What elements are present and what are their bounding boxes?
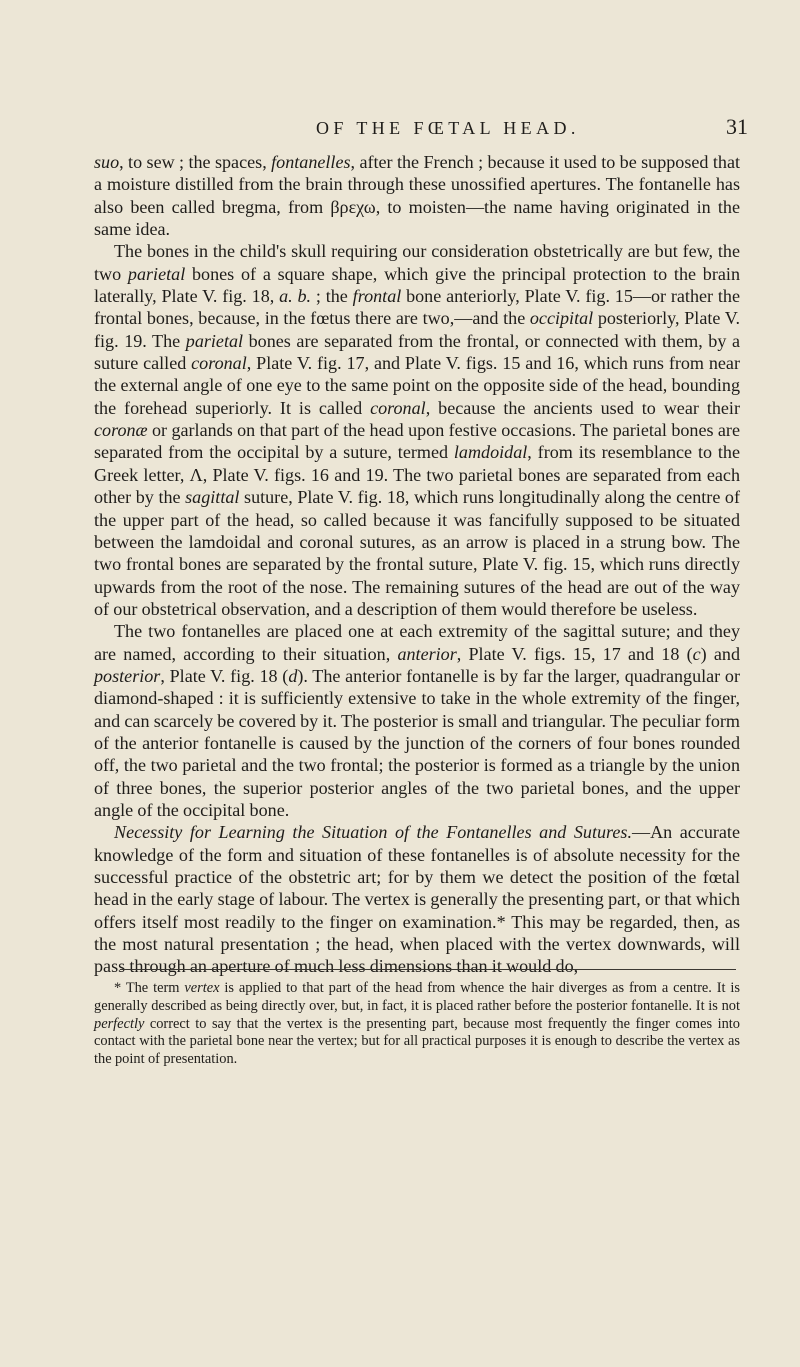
italic-text: fontanelles	[271, 152, 351, 172]
text-run: , after the French ; because it used to be supposed that a moisture distilled from the brain through these unossified apertures. The fontanelle has also been called bregma, from βρεχω, to moisten—the name having originated in the same idea.	[94, 152, 740, 240]
italic-text: occipital	[529, 308, 594, 329]
body-text	[94, 151, 740, 978]
footnote-divider	[120, 969, 736, 970]
text-run: ) and	[700, 643, 741, 664]
italic-text: vertex	[184, 980, 220, 996]
italic-text: parietal	[185, 330, 244, 351]
page-header	[178, 114, 758, 144]
text-run: or garlands on that part of the head upon festive occasions. The parietal bones are separated from the occipital by a suture, termed	[94, 420, 740, 463]
italic-text: suo	[94, 152, 120, 172]
italic-text: c	[692, 643, 701, 664]
text-run: ). The anterior fontanelle is by far the larger, quadrangular or diamond-shaped : it is sufficiently extensive to take in the whole extremity of the finger, and can scarcely be covered by it. The posterior is small and triangular. The peculiar form of the anterior fontanelle is caused by the junction of the corners of four bones rounded off, the two parietal and the two frontal; the posterior is formed as a triangle by the union of three bones, the superior posterior angles of the two parietal bones, and the upper angle of the occipital bone.	[94, 665, 740, 820]
paragraph-two-fontanelles	[94, 620, 740, 821]
text-run: , Plate V. fig. 18 (	[160, 665, 289, 686]
text-run: is applied to that part of the head from whence the hair diverges as from a centre. It is generally described as being directly over, but, in fact, it is placed rather before the posterior fontanelle. It is not	[94, 980, 741, 1014]
text-run: , from its resemblance to the Greek letter, Λ, Plate V. figs. 16 and 19. The two parietal bones are separated from each other by the	[94, 442, 740, 508]
text-run: bone anteriorly, Plate V. fig. 15—or rather the frontal bones, because, in the fœtus there are two,—and the	[94, 286, 740, 329]
text-run: * The term	[114, 980, 185, 996]
text-run: —An accurate knowledge of the form and situation of these fontanelles is of absolute necessity for the successful practice of the obstetric art; for by them we detect the position of the fœtal head in the early stage of labour. The vertex is generally the presenting part, or that which offers itself most readily to the finger on examination.* This may be regarded, then, as the most natural presentation ; the head, when placed with the vertex downwards, will pass through an aperture of much less dimensions than it would do,	[94, 822, 740, 977]
paragraph-fontanelles-etymology	[94, 151, 740, 240]
text-run: The bones in the child's skull requiring our consideration obstetrically are but few, the two	[94, 241, 740, 284]
text-run: , Plate V. fig. 17, and Plate V. figs. 15 and 16, which runs from near the external angle of one eye to the same point on the opposite side of the head, bounding the forehead superiorly. It is called	[94, 353, 740, 418]
text-run: ; the	[311, 286, 353, 307]
italic-text: sagittal	[185, 487, 240, 508]
text-run: bones are separated from the frontal, or connected with them, by a suture called	[94, 330, 740, 374]
italic-text: d	[288, 665, 298, 686]
italic-text: coronal	[191, 353, 247, 374]
italic-text: parietal	[127, 263, 186, 284]
italic-text: lamdoidal	[453, 442, 528, 463]
text-run: suture, Plate V. fig. 18, which runs longitudinally along the centre of the upper part of the head, so called because it was fancifully supposed to be situated between the lamdoidal and coronal sutures, as an arrow is placed in a strung bow. The two frontal bones are separated by the frontal suture, Plate V. fig. 15, which runs directly upwards from the root of the nose. The remaining sutures of the head are out of the way of our obstetrical observation, and a description of them would therefore be useless.	[94, 487, 741, 619]
text-run: The two fontanelles are placed one at each extremity of the sagittal suture; and they are named, according to their situation,	[94, 621, 740, 664]
italic-text: perfectly	[94, 1015, 145, 1032]
text-run: correct to say that the vertex is the presenting part, because most frequently the finger comes into contact with the parietal bone near the vertex; but for all practical purposes it is enough to describe the vertex as the point of presentation.	[94, 1015, 740, 1068]
italic-text: frontal	[352, 286, 402, 307]
running-head: OF THE FŒTAL HEAD.	[316, 118, 580, 138]
text-run: , to sew ; the spaces,	[119, 152, 272, 172]
italic-text: posterior	[94, 665, 161, 686]
text-run: , because the ancients used to wear their	[425, 397, 740, 418]
paragraph-necessity	[94, 821, 740, 977]
footnote	[94, 980, 740, 1069]
text-run: posteriorly, Plate V. fig. 19. The	[94, 308, 740, 351]
italic-text: a. b.	[279, 286, 312, 307]
text-run: , Plate V. figs. 15, 17 and 18 (	[456, 643, 693, 664]
section-heading-italic: Necessity for Learning the Situation of the Fontanelles and Sutures.	[114, 822, 632, 843]
paragraph-skull-bones	[94, 240, 740, 620]
italic-text: coronal	[370, 397, 426, 418]
text-run: bones of a square shape, which give the principal protection to the brain laterally, Plate V. fig. 18,	[94, 263, 740, 307]
page-number: 31	[726, 114, 748, 139]
italic-text: anterior	[397, 643, 457, 664]
italic-text: coronæ	[94, 420, 148, 441]
